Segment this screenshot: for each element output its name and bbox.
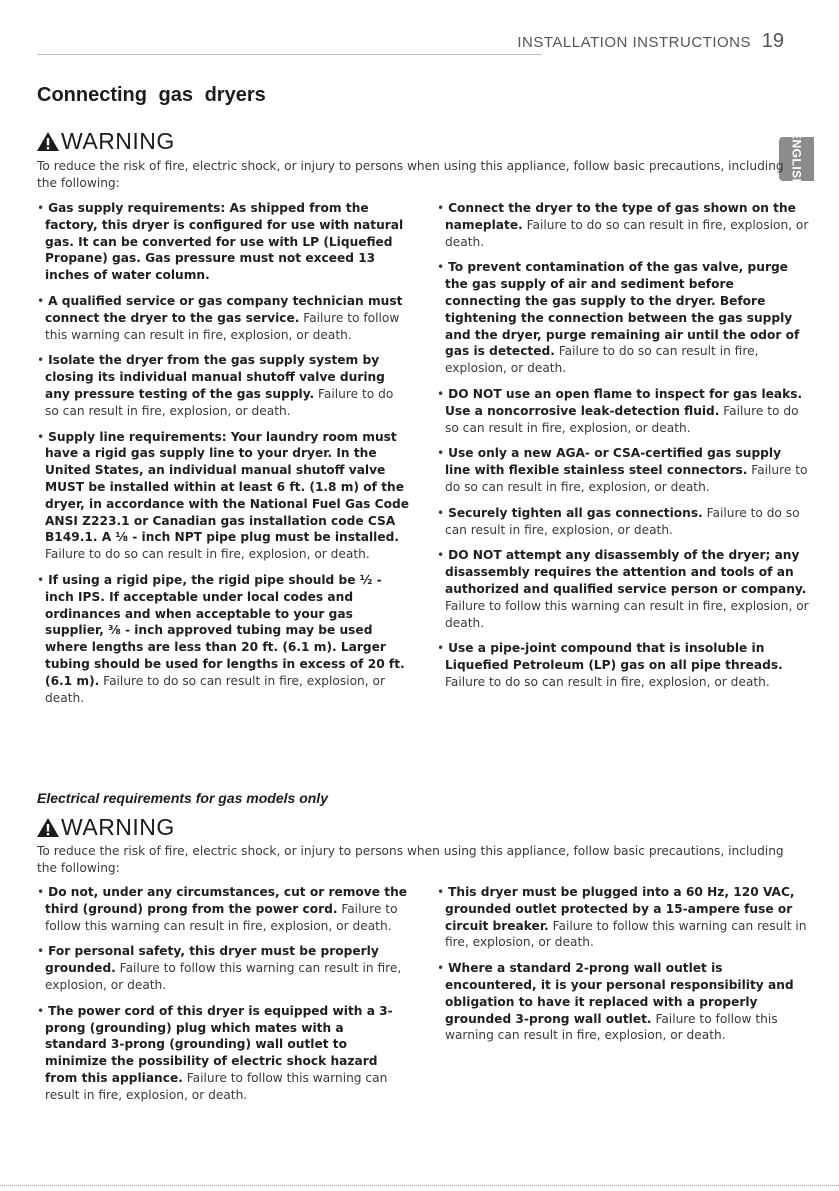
warning-item: • Where a standard 2-prong wall outlet is encountered, it is your personal responsibility and obligation to have it replaced with a properly grounded 3-prong wall outlet. Failure to follow this warning can result in fire, explosion, or death. [437,961,794,1043]
warning-item-bold: To prevent contamination of the gas valve, purge the gas supply of air and sediment before connecting the gas supply to the dryer. Before tightening the connection between the gas supply and the dryer, purge remaining air until the odor of gas is detected. [445,260,800,359]
warning-item-text: Failure to follow this warning can result in fire, explosion, or death. [445,918,807,950]
warning-item-bold: For personal safety, this dryer must be properly grounded. [45,944,379,976]
warning-item-text: Failure to do so can result in fire, explosion, or death. [45,386,394,418]
warning-item-bold: Where a standard 2-prong wall outlet is encountered, it is your personal responsibility and obligation to have it replaced with a properly grounded 3-prong wall outlet. [445,961,794,1026]
warning-item: • DO NOT use an open flame to inspect for gas leaks. Use a noncorrosive leak-detection fluid. Failure to do so can result in fire, explosion, or death. [437,386,803,435]
warning-item-text: Failure to follow this warning can result in fire, explosion, or death. [445,598,809,630]
warning-triangle-icon [36,131,60,152]
warning-triangle-icon [36,817,60,838]
warning1-left-column [37,200,409,715]
warning-item-bold: The power cord of this dryer is equipped with a 3-prong (grounding) plug which mates with a standard 3-prong (grounding) wall outlet to minimize the possibility of electric shock hazard from this appliance. [45,1003,393,1085]
warning-item-text: Failure to follow this warning can result in fire, explosion, or death. [45,1070,388,1102]
warning-item-text: Failure to do so can result in fire, explosion, or death. [45,673,385,705]
warning-heading-1 [36,128,175,155]
warning-item-bold: Use a pipe-joint compound that is insoluble in Liquefied Petroleum (LP) gas on all pipe threads. [445,641,783,673]
warning2-left-column [37,884,409,1113]
warning-item: • Connect the dryer to the type of gas shown on the nameplate. Failure to do so can result in fire, explosion, or death. [437,201,809,249]
warning-item-bold: If using a rigid pipe, the rigid pipe should be ½ - inch IPS. If acceptable under local codes and ordinances and when acceptable to your gas supplier, ⅜ - inch approved tubing may be used where lengths are less than 20 ft. (6.1 m). Larger tubing should be used for lengths in excess of 20 ft. (6.1 m). [45,572,405,688]
warning-heading-2 [36,814,175,841]
warning-item-text: Failure to do so can result in fire, explosion, or death. [445,217,809,249]
warning-item: • DO NOT attempt any disassembly of the dryer; any disassembly requires the attention and tools of an authorized and qualified service person or company. Failure to follow this warning can result in fire, explosion, or death. [437,548,809,630]
warning-item: • If using a rigid pipe, the rigid pipe should be ½ - inch IPS. If acceptable under local codes and ordinances and when acceptable to your gas supplier, ⅜ - inch approved tubing may be used where lengths are less than 20 ft. (6.1 m). Larger tubing should be used for lengths in excess of 20 ft. (6.1 m). Failure to do so can result in fire, explosion, or death. [37,572,405,705]
page-footer-rule [0,1185,839,1187]
warning-item-bold: This dryer must be plugged into a 60 Hz, 120 VAC, grounded outlet protected by a 15-ampere fuse or circuit breaker. [445,885,795,933]
warning-item-bold: Use only a new AGA- or CSA-certified gas supply line with flexible stainless steel connectors. [445,446,782,478]
warning-item: • Do not, under any circumstances, cut or remove the third (ground) prong from the power cord. Failure to follow this warning can result in fire, explosion, or death. [37,885,408,933]
warning-item: • Use only a new AGA- or CSA-certified gas supply line with flexible stainless steel connectors. Failure to do so can result in fire, explosion, or death. [437,446,808,494]
warning-item-bold: DO NOT use an open flame to inspect for gas leaks. Use a noncorrosive leak-detection fluid. [445,386,803,418]
warning-item: • A qualified service or gas company technician must connect the dryer to the gas service. Failure to follow this warning can result in fire, explosion, or death. [37,293,403,342]
warning-item-text: Failure to do so can result in fire, explosion, or death. [445,403,799,435]
warning-item: • Isolate the dryer from the gas supply system by closing its individual manual shutoff valve during any pressure testing of the gas supply. Failure to do so can result in fire, explosion, or death. [37,353,394,418]
warning-item-text: Failure to follow this warning can result in fire, explosion, or death. [45,961,402,992]
warning-item-text: Failure to follow this warning can result in fire, explosion, or death. [45,310,400,342]
warning-intro-1: To reduce the risk of fire, electric shock, or injury to persons when using this appliance, follow basic precautions, including the following: [37,159,784,190]
warning-item: • Use a pipe-joint compound that is insoluble in Liquefied Petroleum (LP) gas on all pipe threads. Failure to do so can result in fire, explosion, or death. [437,641,783,689]
warning-title-1: WARNING [61,128,175,154]
language-tab-label: ENGLISH [789,130,804,188]
section-title: Connecting gas dryers [37,84,266,106]
warning-title-2: WARNING [61,814,175,840]
warning-item-bold: Gas supply requirements: As shipped from the factory, this dryer is configured for use with natural gas. It can be converted for use with LP (Liquefied Propane) gas. Gas pressure must not exceed 13 inches of water column. [45,201,404,283]
header-title: INSTALLATION INSTRUCTIONS [517,34,751,51]
warning1-right-column [437,200,809,700]
warning-item-text: Failure to do so can result in fire, explosion, or death. [445,505,800,537]
page-header [0,0,839,60]
warning-item-bold: Connect the dryer to the type of gas shown on the nameplate. [445,201,796,232]
warning-item: • Supply line requirements: Your laundry room must have a rigid gas supply line to your dryer. In the United States, an individual manual shutoff valve MUST be installed within at least 6 ft. (1.8 m) of the dryer, in accordance with the National Fuel Gas Code ANSI Z223.1 or Canadian gas installation code CSA B149.1. A ⅛ - inch NPT pipe plug must be installed. Failure to do so can result in fire, explosion, or death. [37,429,409,562]
warning2-right-column [437,884,809,1053]
warning-item-bold: Securely tighten all gas connections. [448,505,703,520]
warning-item-text: Failure to follow this warning can result in fire, explosion, or death. [445,1011,778,1043]
warning-item-bold: DO NOT attempt any disassembly of the dryer; any disassembly requires the attention and tools of an authorized and qualified service person or company. [445,548,807,596]
warning-item: • To prevent contamination of the gas valve, purge the gas supply of air and sediment before connecting the gas supply to the dryer. Before tightening the connection between the gas supply and the dryer, purge remaining air until the odor of gas is detected. Failure to do so can result in fire, explosion, or death. [437,260,800,376]
warning-item: • Securely tighten all gas connections. Failure to do so can result in fire, explosion, or death. [437,505,800,537]
warning-item-bold: Isolate the dryer from the gas supply system by closing its individual manual shutoff valve during any pressure testing of the gas supply. [45,353,385,401]
warning-item-text: Failure to do so can result in fire, explosion, or death. [445,463,808,494]
warning-item-text: Failure to do so can result in fire, explosion, or death. [45,547,370,562]
warning-item-text: Failure to do so can result in fire, explosion, or death. [445,674,770,689]
warning-item: • For personal safety, this dryer must be properly grounded. Failure to follow this warning can result in fire, explosion, or death. [37,944,402,992]
warning-item-text: Failure to do so can result in fire, explosion, or death. [445,344,759,376]
header-rule [37,54,542,55]
warning-item: • This dryer must be plugged into a 60 Hz, 120 VAC, grounded outlet protected by a 15-ampere fuse or circuit breaker. Failure to follow this warning can result in fire, explosion, or death. [437,885,807,950]
warning-intro-2: To reduce the risk of fire, electric shock, or injury to persons when using this appliance, follow basic precautions, including the following: [37,844,784,875]
electrical-requirements-heading: Electrical requirements for gas models only [37,790,328,806]
warning-item-bold: Do not, under any circumstances, cut or remove the third (ground) prong from the power cord. [45,885,408,916]
warning-item: • Gas supply requirements: As shipped from the factory, this dryer is configured for use with natural gas. It can be converted for use with LP (Liquefied Propane) gas. Gas pressure must not exceed 13 inches of water column. [37,201,404,283]
warning-item: • The power cord of this dryer is equipped with a 3-prong (grounding) plug which mates with a standard 3-prong (grounding) wall outlet to minimize the possibility of electric shock hazard from this appliance. Failure to follow this warning can result in fire, explosion, or death. [37,1003,393,1102]
warning-item-bold: Supply line requirements: Your laundry room must have a rigid gas supply line to your dryer. In the United States, an individual manual shutoff valve MUST be installed within at least 6 ft. (1.8 m) of the dryer, in accordance with the National Fuel Gas Code ANSI Z223.1 or Canadian gas installation code CSA B149.1. A ⅛ - inch NPT pipe plug must be installed. [45,429,409,545]
page-number: 19 [761,30,784,52]
warning-item-text: Failure to follow this warning can result in fire, explosion, or death. [45,901,398,933]
warning-item-bold: A qualified service or gas company technician must connect the dryer to the gas service. [45,293,403,325]
